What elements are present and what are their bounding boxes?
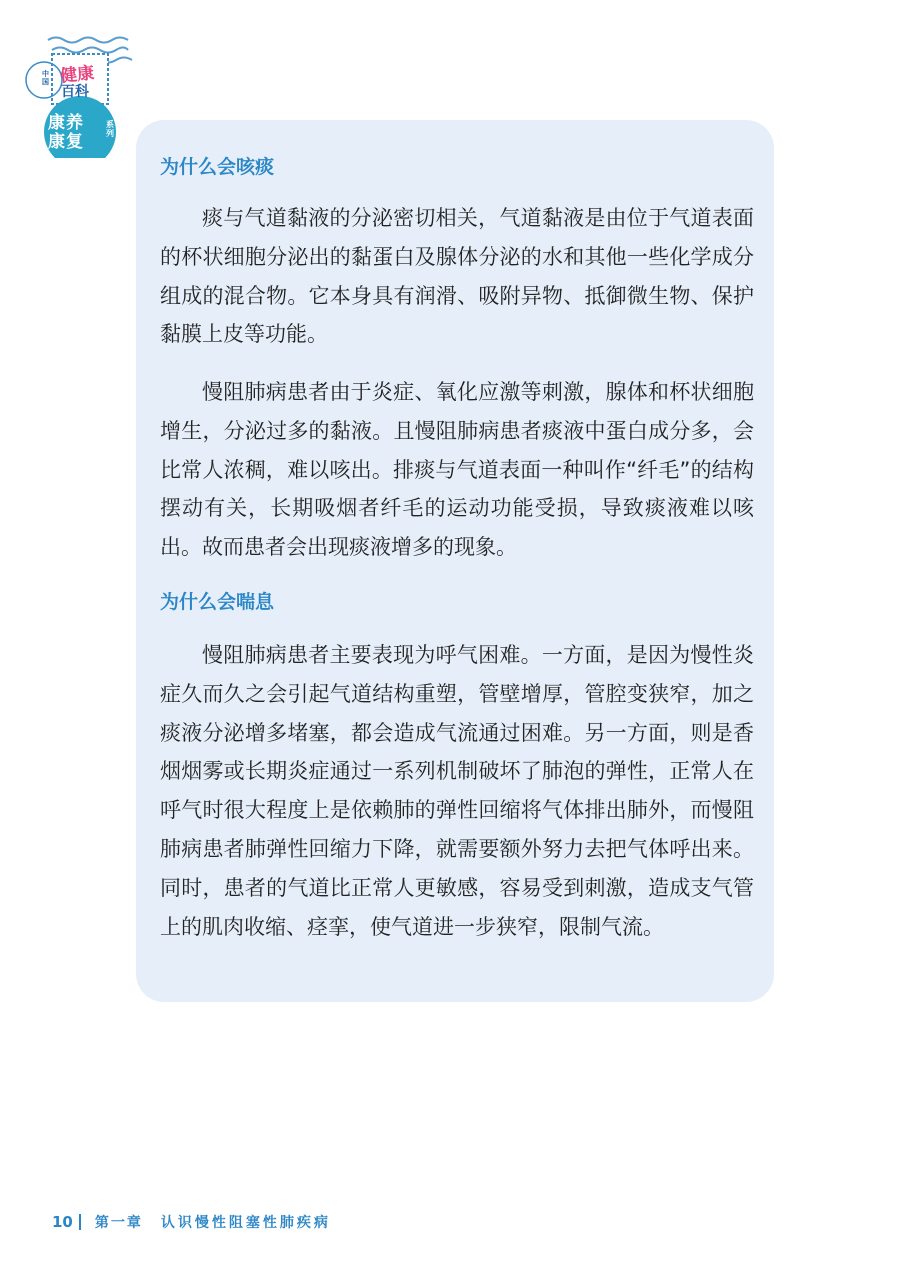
chapter-title: 认识慢性阻塞性肺疾病 bbox=[160, 1215, 331, 1231]
badge-line-2: 康复 bbox=[48, 132, 84, 152]
paragraph-cough-1: 痰与气道黏液的分泌密切相关，气道黏液是由位于气道表面的杯状细胞分泌出的黏蛋白及腺体分泌的水和其他一些化学成分组成的混合物。它本身具有润滑、吸附异物、抵御微生物、保护黏膜上皮等功能。 bbox=[160, 206, 754, 347]
series-logo bbox=[18, 18, 138, 158]
page-number: 10 bbox=[52, 1213, 73, 1231]
footer-divider bbox=[79, 1214, 81, 1230]
paragraph-cough-2: 慢阻肺病患者由于炎症、氧化应激等刺激，腺体和杯状细胞增生，分泌过多的黏液。且慢阻肺病患者痰液中蛋白成分多，会比常人浓稠，难以咳出。排痰与气道表面一种叫作“纤毛”的结构摆动有关，长期吸烟者纤毛的运动功能受损，导致痰液难以咳出。故而患者会出现痰液增多的现象。 bbox=[160, 380, 754, 560]
logo-encyclopedia-word: 百科 bbox=[61, 84, 89, 100]
paragraph-wheeze-1: 慢阻肺病患者主要表现为呼气困难。一方面，是因为慢性炎症久而久之会引起气道结构重塑，管壁增厚，管腔变狭窄，加之痰液分泌增多堵塞，都会造成气流通过困难。另一方面，则是香烟烟雾或长期炎症通过一系列机制破坏了肺泡的弹性，正常人在呼气时很大程度上是依赖肺的弹性回缩将气体排出肺外，而慢阻肺病患者肺弹性回缩力下降，就需要额外努力去把气体呼出来。同时，患者的气道比正常人更敏感，容易受到刺激，造成支气管上的肌肉收缩、痉挛，使气道进一步狭窄，限制气流。 bbox=[160, 643, 754, 939]
series-badge bbox=[48, 114, 118, 152]
section-title-cough: 为什么会咳痰 bbox=[160, 156, 275, 178]
chapter-label: 第一章 bbox=[94, 1215, 143, 1231]
badge-series-label: 系列 bbox=[106, 120, 115, 138]
page-footer bbox=[52, 1212, 331, 1232]
logo-health-word: 健康 bbox=[59, 63, 96, 87]
section-title-wheeze: 为什么会喘息 bbox=[160, 591, 275, 613]
badge-line-1: 康养 bbox=[48, 113, 84, 133]
logo-small-text: 中国 bbox=[42, 70, 49, 86]
